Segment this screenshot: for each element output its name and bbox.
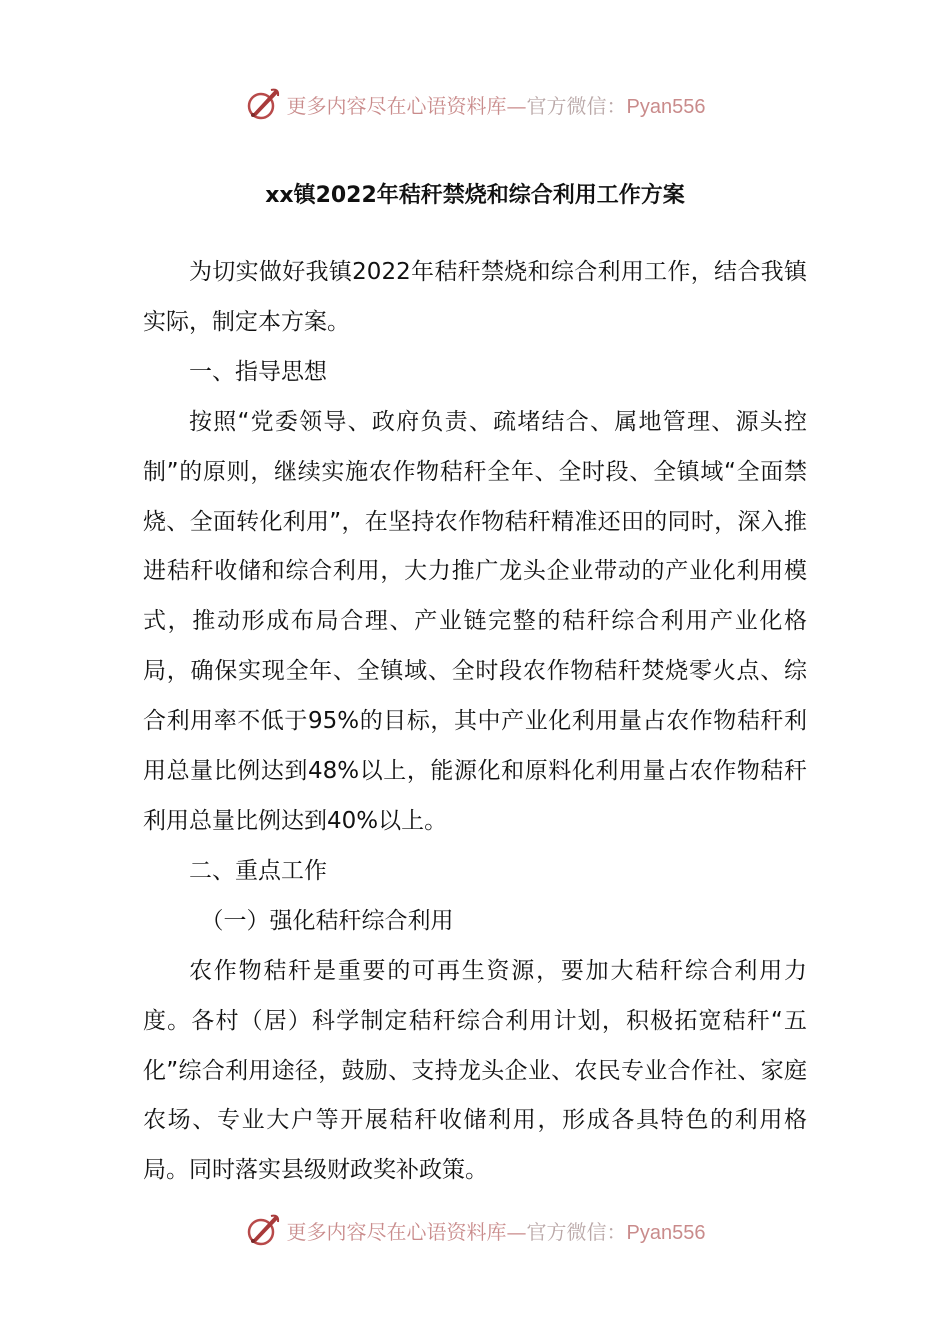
watermark-text: 更多内容尽在心语资料库—官方微信：Pyan556	[286, 1219, 706, 1244]
header-watermark-banner	[0, 82, 950, 126]
utilization-paragraph: 农作物秸秆是重要的可再生资源，要加大秸秆综合利用力度。各村（居）科学制定秸秆综合利用计划，积极拓宽秸秆“五化”综合利用途径，鼓励、支持龙头企业、农民专业合作社、家庭农场、专业大户等开展秸秆收储利用，形成各具特色的利用格局。同时落实县级财政奖补政策。	[143, 957, 807, 1184]
intro-paragraph: 为切实做好我镇2022年秸秆禁烧和综合利用工作，结合我镇实际，制定本方案。	[143, 259, 807, 335]
quill-pen-logo-icon	[245, 86, 281, 122]
quill-pen-logo-icon	[245, 1212, 281, 1248]
document-title: xx镇2022年秸秆禁烧和综合利用工作方案	[265, 183, 685, 208]
subsection-heading-utilization: （一）强化秸秆综合利用	[200, 907, 454, 934]
guiding-ideology-paragraph: 按照“党委领导、政府负责、疏堵结合、属地管理、源头控制”的原则，继续实施农作物秸秆全年、全时段、全镇域“全面禁烧、全面转化利用”，在坚持农作物秸秆精准还田的同时，深入推进秸秆收储和综合利用，大力推广龙头企业带动的产业化利用模式，推动形成布局合理、产业链完整的秸秆综合利用产业化格局，确保实现全年、全镇域、全时段农作物秸秆焚烧零火点、综合利用率不低于95%的目标，其中产业化利用量占农作物秸秆利用总量比例达到48%以上，能源化和原料化利用量占农作物秸秆利用总量比例达到40%以上。	[143, 408, 807, 834]
document-body	[143, 248, 807, 1196]
section-heading-guiding-ideology: 一、指导思想	[189, 358, 327, 385]
footer-watermark-banner	[0, 1208, 950, 1252]
watermark-text: 更多内容尽在心语资料库—官方微信：Pyan556	[286, 93, 706, 118]
section-heading-key-work: 二、重点工作	[189, 857, 327, 884]
